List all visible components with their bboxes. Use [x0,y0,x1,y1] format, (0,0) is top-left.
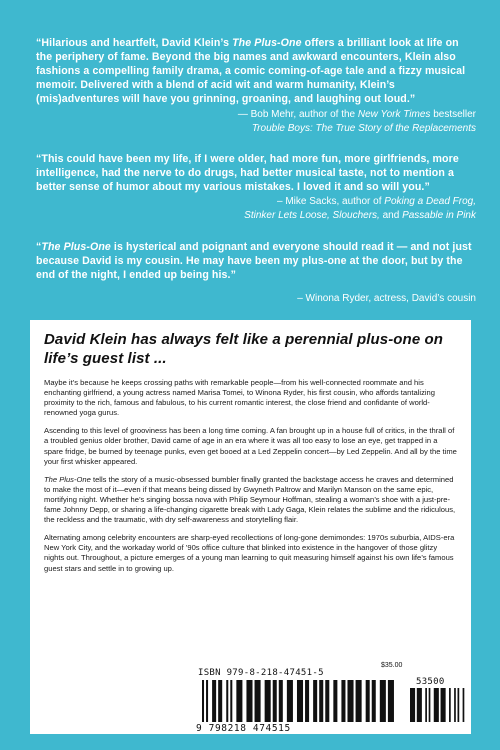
barcode-bar [319,680,323,722]
barcode-bar [305,680,309,722]
barcode-bar [454,688,456,722]
panel-headline: David Klein has always felt like a perennial plus-one on life’s guest list ... [44,331,444,367]
barcode-bar [429,688,431,722]
barcode-bar [417,688,422,722]
barcode-bar [226,680,228,722]
barcode-bar [313,680,317,722]
barcode-bar [410,688,415,722]
blurb-quote: “This could have been my life, if I were older, had more fun, more girlfriends, more intelligence, had the nerve to do drugs, had better musical taste, not to mention a better sense of humor about my various mistakes. I loved it and so will you.” [36,153,459,193]
barcode-bar [246,680,252,722]
barcode-block [196,668,470,734]
barcode-bar [297,680,303,722]
barcode-bar [265,680,271,722]
barcode-bar [366,680,370,722]
barcode-bar [206,680,208,722]
barcode-bar [255,680,261,722]
blurb-quote: “The Plus-One is hysterical and poignant and everyone should read it — and not just because David is my cousin. He may have been my plus-one at the door, but by the end of the night, I ended up being his.” [36,241,472,281]
barcode-bar [458,688,460,722]
blurb-bob-mehr [36,36,476,106]
description-paragraph-1: Maybe it’s because he keeps crossing paths with remarkable people—from his well-connected roommate and his enchanting girlfriend, a young actress named Marisa Tomei, to Winona Ryder, his first cousin, who affords tantalizing proximity to the rich, famous and fabulous, to his current romantic interest, the close friend and confidante of world-renowned yoga gurus. [44,378,435,418]
barcode-bar [425,688,427,722]
barcode-bar [341,680,345,722]
price-label: $35.00 [381,662,403,669]
barcode-bar [449,688,451,722]
barcode-bar [347,680,353,722]
barcode-bar [230,680,232,722]
barcode-bar [463,688,465,722]
barcode-bar [212,680,216,722]
isbn-label: ISBN 979-8-218-47451-5 [198,668,324,678]
description-paragraph-2: Ascending to this level of grooviness has been a long time coming. A fan brought up in a house full of critics, in the thrall of a troubled genius older brother, David came of age in an era where it was all too easy to lose an eye, get trapped in a spare fridge, be burned by teenage punks, even get booed at a Led Zeppelin concert—by Led Zeppelin. And all by the time your first whisker appeared. [44,426,457,466]
barcode-bar [236,680,242,722]
barcode-digits: 9 798218 474515 [196,723,291,734]
blurb-attribution-bob-mehr: — Bob Mehr, author of the New York Times bestseller Trouble Boys: The True Story of the Replacements [237,109,476,134]
barcode-bar [202,680,204,722]
blurb-attribution-mike-sacks: – Mike Sacks, author of Poking a Dead Frog, Stinker Lets Loose, Slouchers, and Passable in Pink [244,196,476,221]
description-paragraph-3: The Plus-One tells the story of a music-obsessed bumbler finally granted the backstage access he craves and determined to make the most of it—even if that means being dissed by Gwyneth Paltrow and Marilyn Manson on the same epic, mortifying night. Whether he’s singing bossa nova with Philip Seymour Hoffman, stealing a woman’s shoe with a just-pre-fame Johnny Depp, or sharing a life-changing cigarette break with Lady Gaga, Klein relates the sublime and the ridiculous, the reckless and the traumatic, with dry self-awareness and storytelling flair. [44,474,456,525]
barcode-bar [441,688,446,722]
barcode-bar [434,688,439,722]
barcode-bar [356,680,362,722]
description-content [44,330,458,582]
barcode-bar [273,680,277,722]
blurb-attribution-winona-ryder: – Winona Ryder, actress, David’s cousin [297,293,476,304]
barcode-bar [333,680,337,722]
blurb-winona-ryder [36,240,476,282]
description-paragraph-4: Alternating among celebrity encounters are sharp-eyed recollections of long-gone demimondes: 1970s suburbia, AIDS-era New York City, and the workaday world of ’90s office culture that blinked into existence in the hangover of those glitzy nights out. Throughout, a picture emerges of a young man learning to quit measuring himself against his own life’s famous guest stars and settle in to growing up. [44,533,455,573]
barcode-bar [388,680,394,722]
barcode-bar [325,680,329,722]
addon-code: 53500 [416,677,445,687]
blurb-mike-sacks [36,152,476,194]
barcode-bar [287,680,293,722]
barcode-bar [380,680,386,722]
barcode-bar [218,680,222,722]
blurb-quote: “Hilarious and heartfelt, David Klein’s The Plus-One offers a brilliant look at life on the periphery of fame. Beyond the big names and awkward encounters, Klein also fashions a compelling family drama, a comic coming-of-age tale and a fizzy musical memoir. Delivered with a blend of acid wit and warm humanity, Klein’s (mis)adventures will have you grinning, groaning, and laughing out loud.” [36,37,466,105]
barcode-bar [279,680,283,722]
barcode-bar [372,680,376,722]
